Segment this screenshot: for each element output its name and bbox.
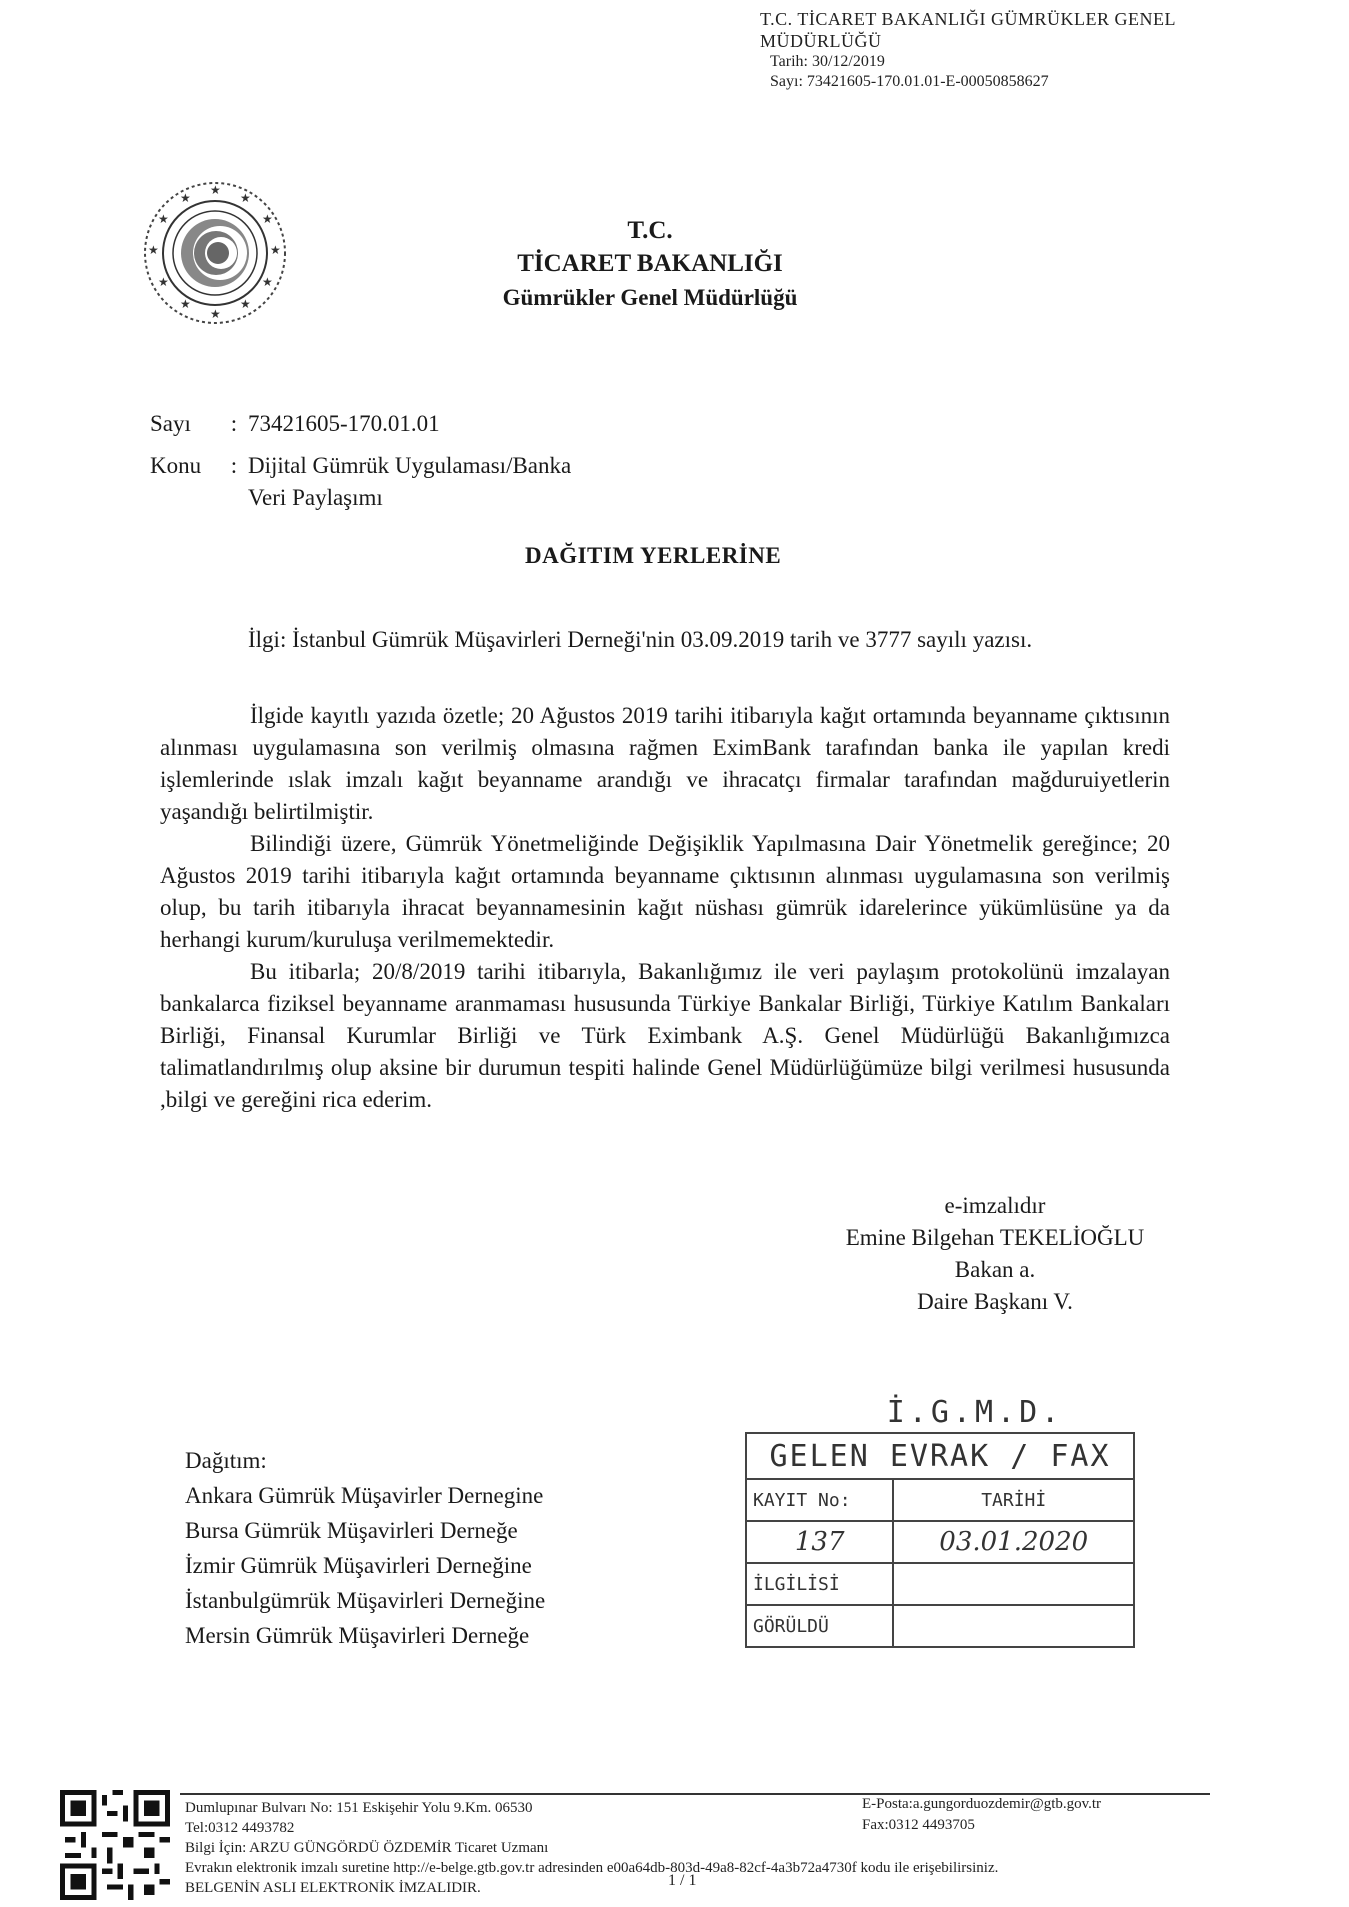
letterhead-directorate: Gümrükler Genel Müdürlüğü (502, 285, 798, 310)
footer-note: BELGENİN ASLI ELEKTRONİK İMZALIDIR. (185, 1880, 481, 1896)
svg-text:★: ★ (148, 243, 159, 257)
distribution-title: Dağıtım: (185, 1448, 267, 1473)
svg-text:★: ★ (210, 307, 221, 321)
svg-text:★: ★ (210, 183, 221, 197)
svg-text:★: ★ (158, 275, 169, 289)
stamp-col-kayit: KAYIT No: (746, 1479, 893, 1521)
letterhead (400, 215, 900, 315)
paragraph-3: Bu itibarla; 20/8/2019 tarihi itibarıyla, Bakanlığımız ile veri paylaşım protokolünü imzalayan bankalarca fiziksel beyanname aranmaması hususunda Türkiye Bankalar Birliği, Türkiye Katılım Bankaları Birliği, Finansal Kurumlar Birliği ve Türk Eximbank A.Ş. Genel Müdürlüğü Bakanlığımızca talimatlandırılmış olup aksine bir durumun tespiti halinde Genel Müdürlüğümüze bilgi verilmesi hususunda ,bilgi ve gereğini rica ederim. (160, 959, 1170, 1112)
distribution-item: Ankara Gümrük Müşavirler Dernegine (185, 1483, 544, 1508)
distribution-item: İstanbulgümrük Müşavirleri Derneğine (185, 1588, 546, 1613)
footer-fax: Fax:0312 4493705 (862, 1817, 975, 1833)
paragraph-1: İlgide kayıtlı yazıda özetle; 20 Ağustos 2019 tarihi itibarıyla kağıt ortamında beyanname çıktısının alınması uygulamasına son verilmiş olmasına rağmen EximBank tarafından banka ile yapılan kredi işlemlerinde ıslak imzalı kağıt beyanname arandığı ve ihracatçı firmalar tarafından mağduruiyetlerin yaşandığı belirtilmiştir. (160, 703, 1170, 824)
stamp-kayit-no: 137 (746, 1521, 893, 1563)
svg-text:★: ★ (270, 243, 281, 257)
signature-eimza: e-imzalıdır (944, 1193, 1046, 1218)
signature-block (770, 1190, 1220, 1318)
stamp-goruldu-value (893, 1605, 1134, 1647)
signature-title2: Daire Başkanı V. (917, 1289, 1073, 1314)
stamp-heading: GELEN EVRAK / FAX (746, 1433, 1134, 1479)
svg-text:★: ★ (262, 275, 273, 289)
reference-line: İlgi: İstanbul Gümrük Müşavirleri Derneği'nin 03.09.2019 tarih ve 3777 sayılı yazısı. (248, 627, 1033, 652)
letterhead-line1: T.C. (627, 217, 673, 244)
header-stamp-number: Sayı: 73421605-170.01.01-E-00050858627 (770, 73, 1049, 90)
qr-code-icon (60, 1790, 170, 1900)
distribution-item: Mersin Gümrük Müşavirleri Derneğe (185, 1623, 530, 1648)
header-registry-stamp (760, 8, 1176, 92)
svg-text:★: ★ (180, 297, 191, 311)
footer-tel: Tel:0312 4493782 (185, 1820, 295, 1836)
stamp-goruldu: GÖRÜLDÜ (746, 1605, 893, 1647)
document-meta (150, 408, 571, 514)
signature-name: Emine Bilgehan TEKELİOĞLU (845, 1225, 1145, 1250)
incoming-document-stamp (745, 1395, 1135, 1648)
sayi-label: Sayı (150, 411, 191, 436)
distribution-item: İzmir Gümrük Müşavirleri Derneğine (185, 1553, 532, 1578)
konu-value-line2: Veri Paylaşımı (248, 485, 383, 510)
addressee: DAĞITIM YERLERİNE (525, 543, 782, 568)
stamp-ilgilisi: İLGİLİSİ (746, 1563, 893, 1605)
svg-text:★: ★ (262, 212, 273, 226)
footer-address: Dumlupınar Bulvarı No: 151 Eskişehir Yolu 9.Km. 06530 (185, 1800, 533, 1816)
footer-email: E-Posta:a.gungorduozdemir@gtb.gov.tr (862, 1796, 1102, 1812)
stamp-ilgilisi-value (893, 1563, 1134, 1605)
konu-colon: : (230, 453, 238, 478)
footer-verify-link: Evrakın elektronik imzalı suretine http://e-belge.gtb.gov.tr adresinden e00a64db-803d-49a8-82cf-4a3b72a4730f kodu ile erişebilirsiniz. (185, 1860, 999, 1876)
stamp-col-tarih: TARİHİ (893, 1479, 1134, 1521)
sayi-colon: : (230, 411, 238, 436)
signature-title1: Bakan a. (954, 1257, 1036, 1282)
svg-text:★: ★ (180, 191, 191, 205)
svg-text:★: ★ (240, 297, 251, 311)
header-stamp-line2: MÜDÜRLÜĞÜ (760, 31, 882, 51)
ministry-seal-icon (140, 178, 290, 328)
page-number: 1 / 1 (668, 1872, 697, 1889)
paragraph-2: Bilindiği üzere, Gümrük Yönetmeliğinde Değişiklik Yapılmasına Dair Yönetmelik gereğince; 20 Ağustos 2019 tarihi itibarıyla kağıt ortamında beyanname çıktısının alınması uygulamasına son verilmiş olup, bu tarih itibarıyla ihracat beyannamesinin kağıt nüshası gümrük idarelerince yükümlüsüne ya da herhangi kurum/kuruluşa verilmemektedir. (160, 831, 1170, 952)
stamp-tarih: 03.01.2020 (893, 1521, 1134, 1563)
distribution-item: Bursa Gümrük Müşavirleri Derneğe (185, 1518, 518, 1543)
svg-text:★: ★ (158, 212, 169, 226)
distribution-list (185, 1443, 545, 1653)
footer-bilgi: Bilgi İçin: ARZU GÜNGÖRDÜ ÖZDEMİR Ticaret Uzmanı (185, 1840, 549, 1856)
svg-text:★: ★ (240, 191, 251, 205)
sayi-value: 73421605-170.01.01 (248, 411, 440, 436)
konu-value-line1: Dijital Gümrük Uygulaması/Banka (248, 453, 572, 478)
stamp-top: İ.G.M.D. (886, 1395, 1064, 1430)
letter-body (160, 700, 1170, 1116)
letterhead-ministry: TİCARET BAKANLIĞI (517, 250, 783, 277)
footer-contact (862, 1794, 1101, 1836)
header-stamp-date: Tarih: 30/12/2019 (770, 53, 885, 70)
header-stamp-line1: T.C. TİCARET BAKANLIĞI GÜMRÜKLER GENEL (760, 9, 1176, 29)
konu-label: Konu (150, 453, 202, 478)
